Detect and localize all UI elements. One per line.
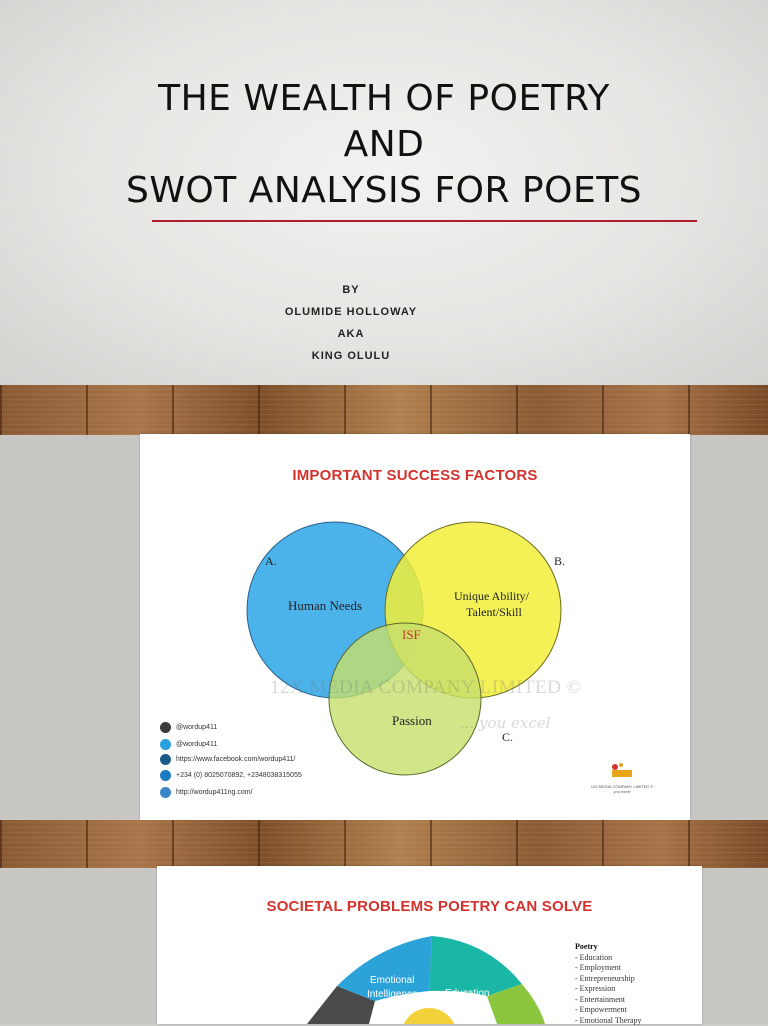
facebook-icon <box>160 754 171 765</box>
venn-label-unique-ability-1: Unique Ability/ <box>454 589 530 603</box>
list-item: - Entertainment <box>575 995 642 1006</box>
company-logo <box>580 761 664 794</box>
globe-icon <box>160 787 171 798</box>
title-slide <box>0 0 768 385</box>
contact-link[interactable]: https://www.facebook.com/wordup411/ <box>176 756 295 763</box>
contact-text: @wordup411 <box>176 741 217 748</box>
wheel-label-intelligence: Intelligence <box>367 989 418 1000</box>
venn-letter-c: C. <box>502 730 513 744</box>
venn-label-unique-ability-2: Talent/Skill <box>466 605 522 619</box>
wood-divider <box>0 385 768 435</box>
poetry-benefits-list <box>575 942 642 1026</box>
venn-letter-a: A. <box>265 554 277 568</box>
venn-label-center: ISF <box>402 627 421 642</box>
byline-by: BY <box>0 284 702 296</box>
logo-icon <box>609 761 635 779</box>
wheel-segment-education <box>429 936 522 996</box>
phone-icon <box>160 770 171 781</box>
list-item: - Employment <box>575 963 642 974</box>
logo-text: 12X MEDIA COMPANY LIMITED © <box>580 784 664 789</box>
tagline-text: ... you excel <box>460 714 550 732</box>
logo-tagline: you excel <box>580 789 664 794</box>
wheel-center <box>401 1008 457 1024</box>
wheel-label-education: Education <box>445 988 489 999</box>
list-item: - Empowerment <box>575 1005 642 1016</box>
slide-title-line-2: AND <box>0 124 768 165</box>
venn-circle-passion <box>329 623 481 775</box>
contact-text: +234 (0) 8025070892, +2348038315055 <box>176 772 302 779</box>
slide-heading: IMPORTANT SUCCESS FACTORS <box>140 467 690 484</box>
wood-divider <box>0 820 768 868</box>
contact-row <box>160 770 302 781</box>
contact-row <box>160 787 253 798</box>
byline-alias: KING OLULU <box>0 350 702 362</box>
slide-title-line-1: THE WEALTH OF POETRY <box>0 78 768 119</box>
list-title: Poetry <box>575 942 642 953</box>
slide-title-line-3: SWOT ANALYSIS FOR POETS <box>0 170 768 211</box>
list-item: - Education <box>575 953 642 964</box>
list-item: - Expression <box>575 984 642 995</box>
byline-aka: AKA <box>0 328 702 340</box>
success-factors-slide <box>140 434 690 820</box>
contact-row <box>160 739 217 750</box>
title-underline <box>152 220 697 222</box>
contact-text: @wordup411 <box>176 724 217 731</box>
venn-label-passion: Passion <box>392 713 432 728</box>
contact-row <box>160 754 295 765</box>
societal-problems-slide <box>157 866 702 1024</box>
list-item: - Entrepreneurship <box>575 974 642 985</box>
venn-label-human-needs: Human Needs <box>288 598 362 613</box>
wheel-label-emotional: Emotional <box>370 975 414 986</box>
byline-author: OLUMIDE HOLLOWAY <box>0 306 702 318</box>
watermark-text: 12X MEDIA COMPANY LIMITED © <box>270 677 582 699</box>
slide-heading: SOCIETAL PROBLEMS POETRY CAN SOLVE <box>157 898 702 915</box>
twitter-icon <box>160 739 171 750</box>
list-item: - Emotional Therapy <box>575 1016 642 1026</box>
instagram-icon <box>160 722 171 733</box>
problems-wheel <box>277 866 577 1024</box>
contact-row <box>160 722 217 733</box>
contact-link[interactable]: http://wordup411ng.com/ <box>176 789 253 796</box>
venn-letter-b: B. <box>554 554 565 568</box>
